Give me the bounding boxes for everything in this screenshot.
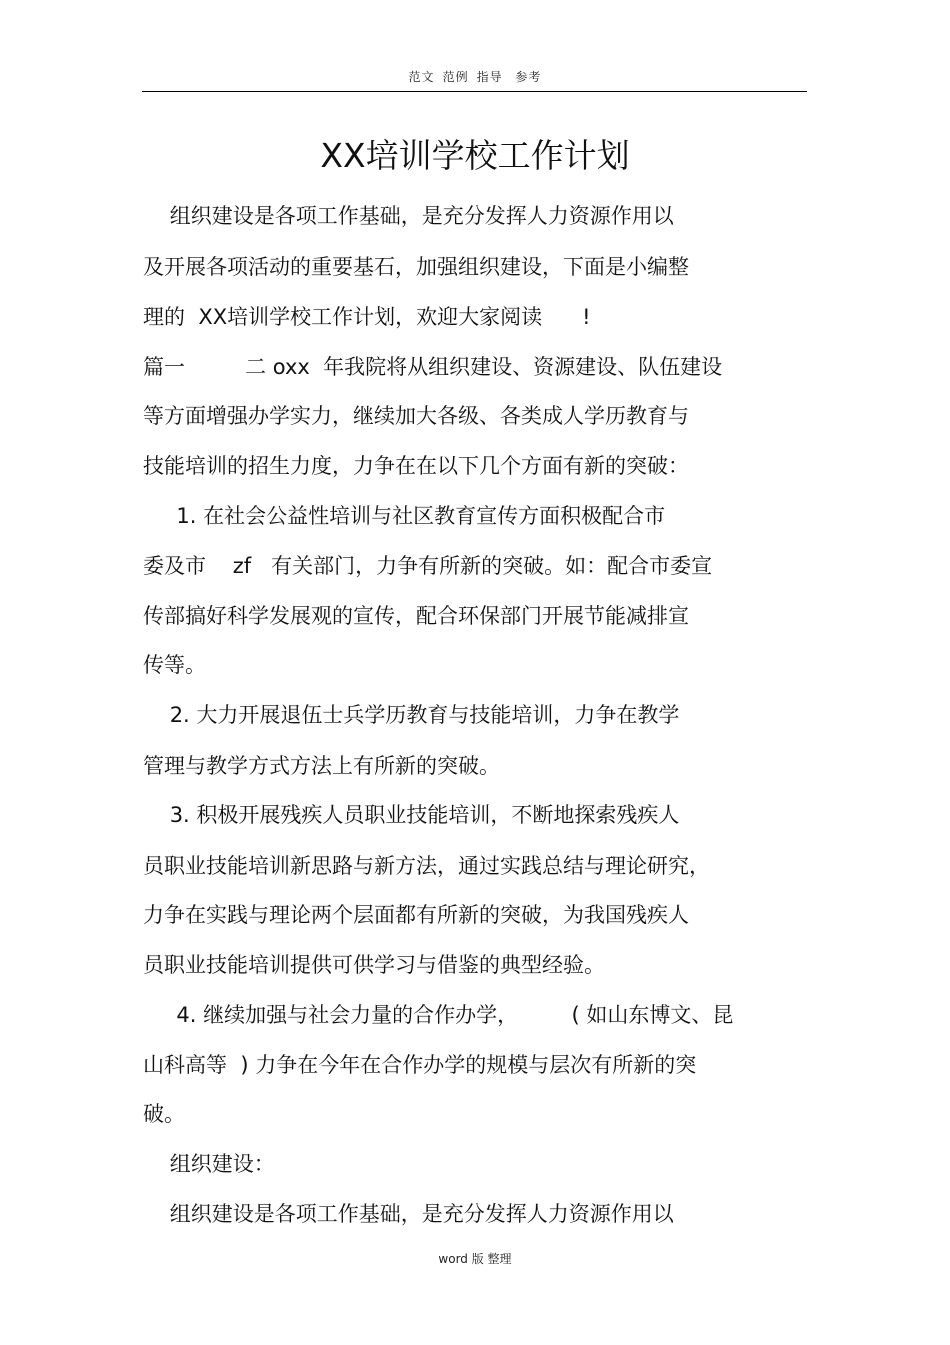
body-line: 组织建设： [143, 1152, 275, 1176]
header-item: 指导 [476, 70, 503, 84]
body-line: 山科高等 ) 力争在今年在合作办学的规模与层次有所新的突 [143, 1053, 697, 1077]
page-header [0, 68, 950, 86]
body-line: 等方面增强办学实力，继续加大各级、各类成人学历教育与 [143, 404, 689, 428]
body-line: 4. 继续加强与社会力量的合作办学， ( 如山东博文、昆 [143, 1003, 734, 1027]
body-line: 员职业技能培训提供可供学习与借鉴的典型经验。 [143, 953, 605, 977]
body-line: 管理与教学方式方法上有所新的突破。 [143, 754, 500, 778]
body-line: 理的 XX培训学校工作计划，欢迎大家阅读 ! [143, 305, 591, 329]
body-line: 传部搞好科学发展观的宣传，配合环保部门开展节能减排宣 [143, 604, 689, 628]
body-line: 技能培训的招生力度，力争在在以下几个方面有新的突破： [143, 454, 689, 478]
body-line: 2. 大力开展退伍士兵学历教育与技能培训，力争在教学 [143, 703, 680, 727]
body-line: 委及市 zf 有关部门，力争有所新的突破。如：配合市委宣 [143, 554, 713, 578]
body-line: 3. 积极开展残疾人员职业技能培训，不断地探索残疾人 [143, 803, 680, 827]
body-line: 篇一 二 oxx 年我院将从组织建设、资源建设、队伍建设 [143, 355, 723, 379]
header-item: 范例 [442, 70, 469, 84]
body-line: 1. 在社会公益性培训与社区教育宣传方面积极配合市 [143, 504, 666, 528]
body-line: 力争在实践与理论两个层面都有所新的突破，为我国残疾人 [143, 903, 689, 927]
body-line: 组织建设是各项工作基础，是充分发挥人力资源作用以 [143, 1202, 674, 1226]
body-line: 及开展各项活动的重要基石，加强组织建设，下面是小编整 [143, 255, 689, 279]
header-item: 范文 [408, 70, 435, 84]
header-item: 参考 [515, 70, 542, 84]
body-line: 传等。 [143, 653, 206, 677]
body-line: 组织建设是各项工作基础，是充分发挥人力资源作用以 [143, 204, 674, 228]
document-title: XX培训学校工作计划 [320, 136, 630, 175]
body-line: 破。 [143, 1102, 185, 1126]
page-footer: word 版 整理 [438, 1252, 512, 1266]
header-divider [142, 91, 807, 92]
body-line: 员职业技能培训新思路与新方法，通过实践总结与理论研究， [143, 854, 710, 878]
